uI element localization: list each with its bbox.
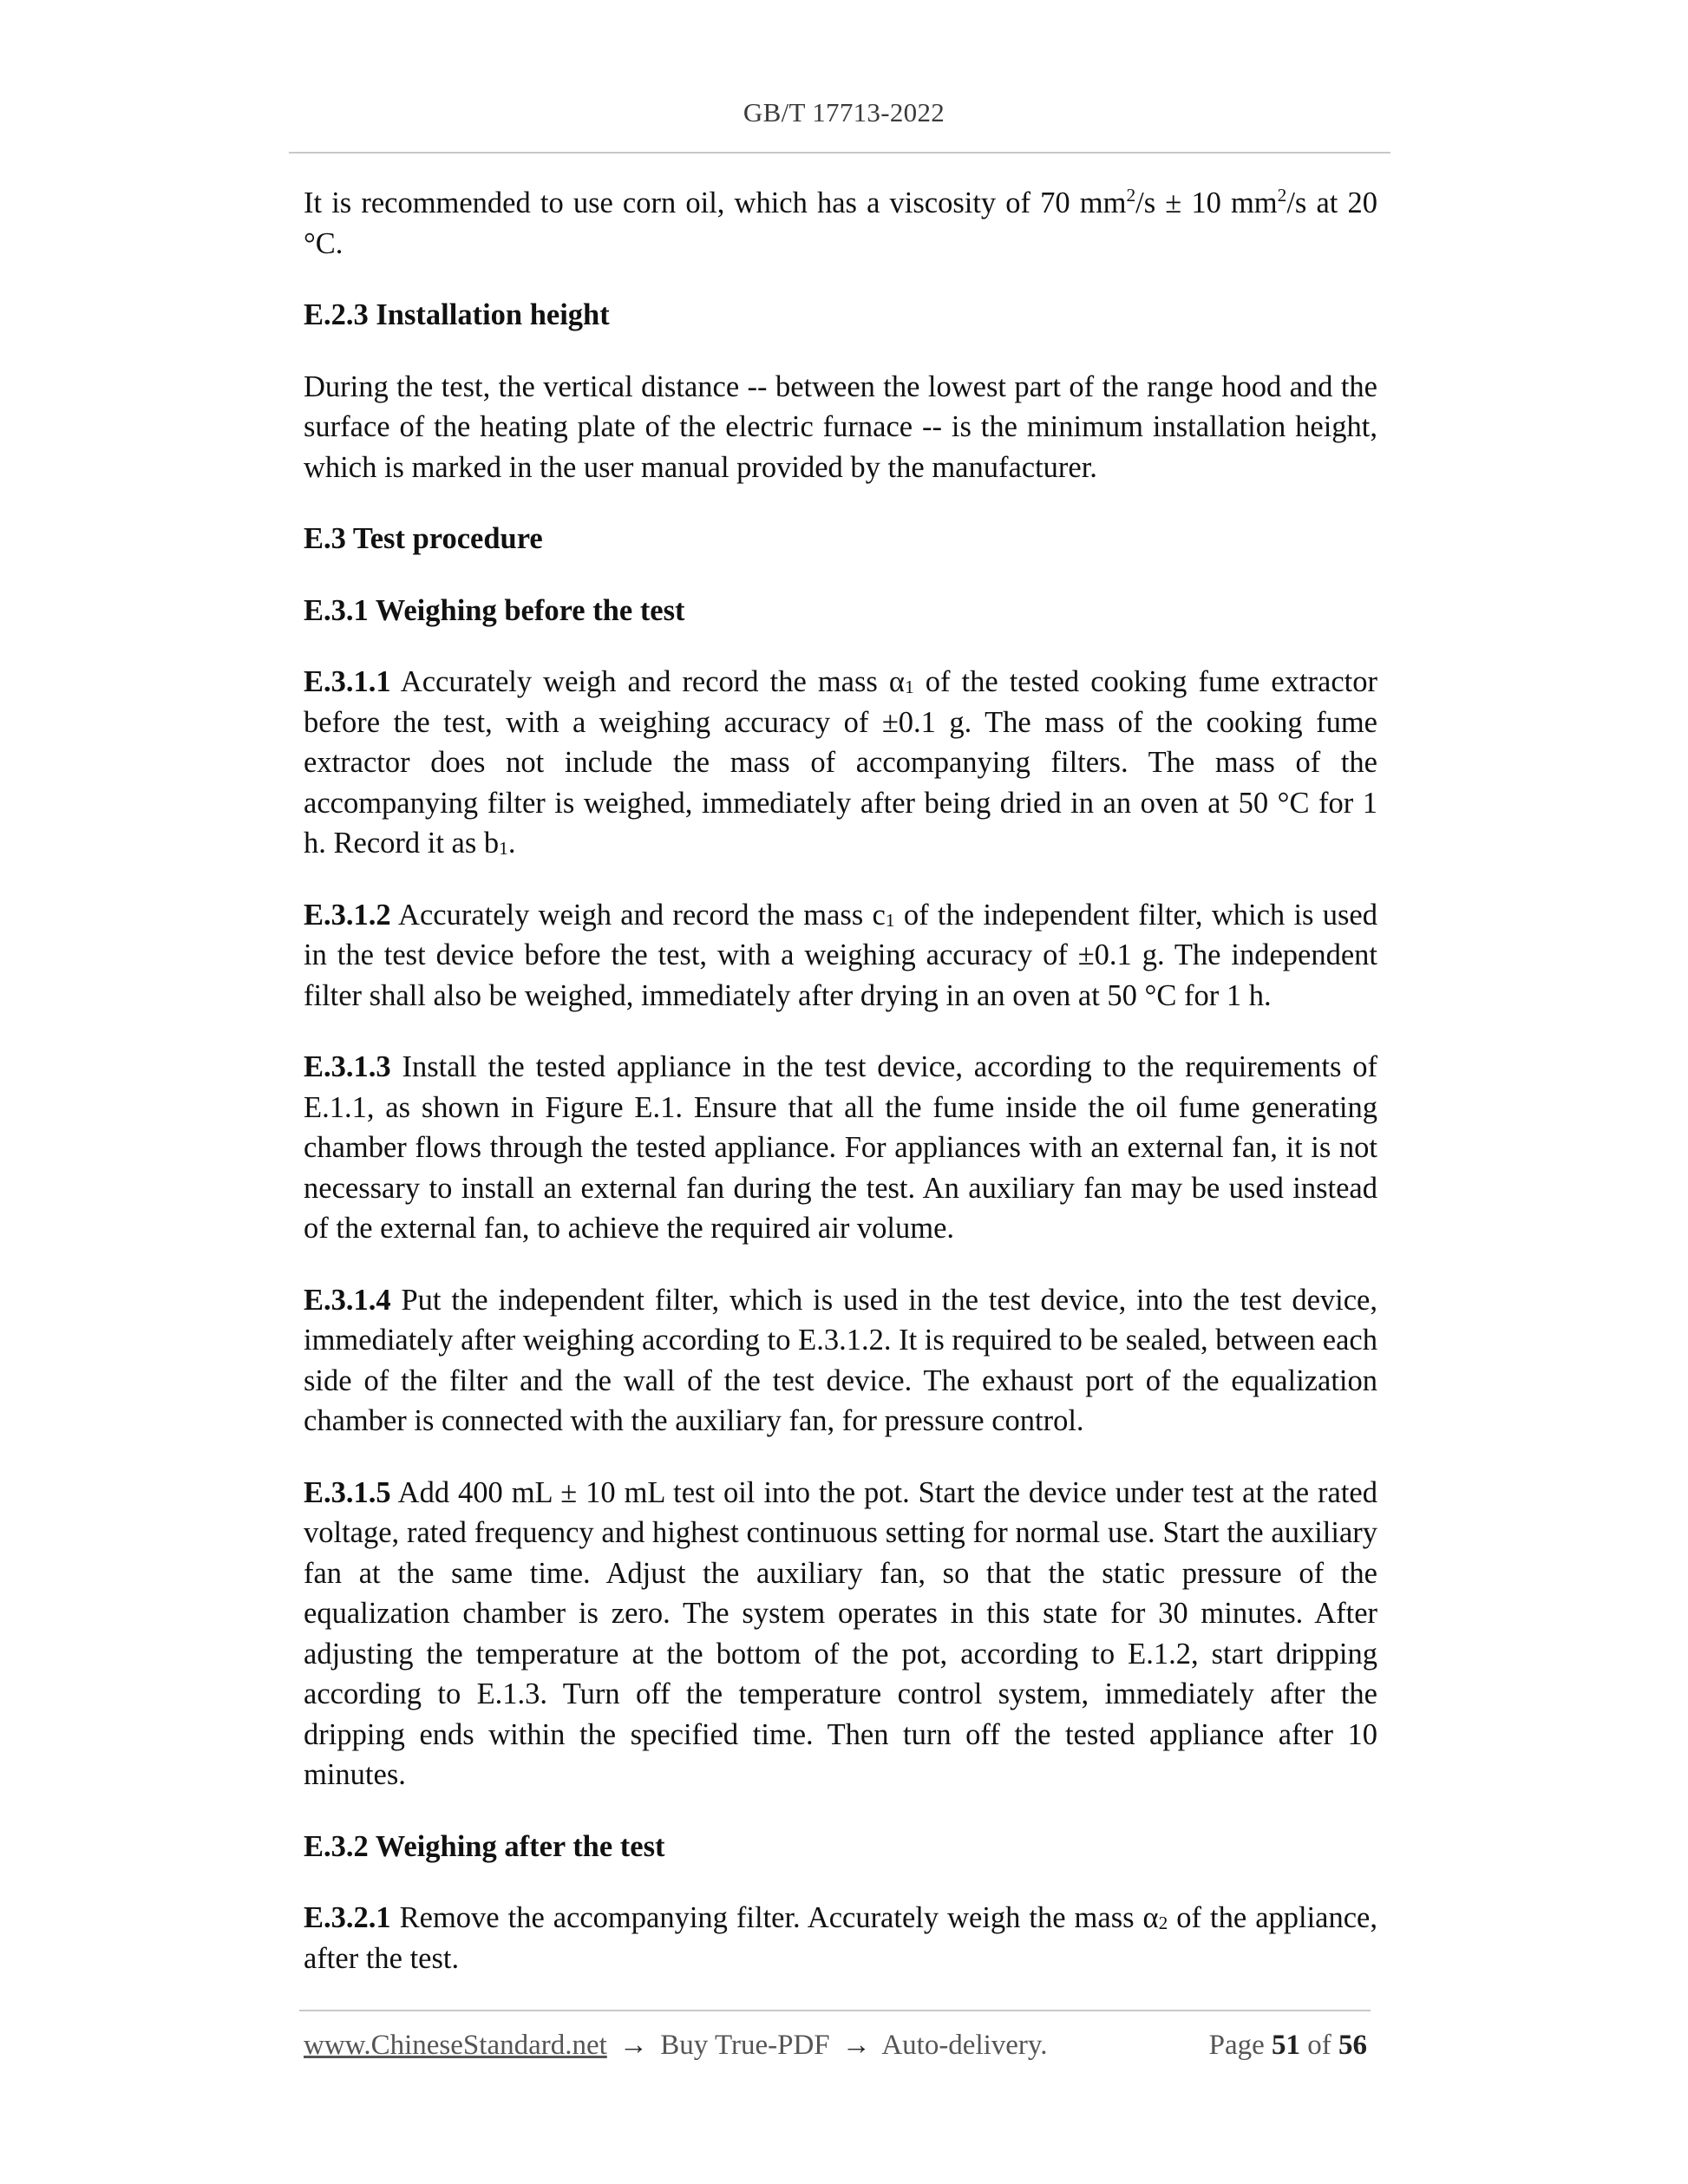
footer-promo — [304, 2030, 1048, 2062]
page-label: Page — [1208, 2030, 1265, 2061]
clause-number: E.3.1.4 — [304, 1283, 391, 1317]
heading-e-3-2: E.3.2 Weighing after the test — [304, 1829, 665, 1863]
website-link[interactable]: www.ChineseStandard.net — [304, 2030, 607, 2061]
clause-number: E.3.2.1 — [304, 1901, 391, 1934]
paragraph-corn-oil: It is recommended to use corn oil, which has a viscosity of 70 $mm^2/s \pm 10$ $mm^2/s$ at 20 °C. — [304, 184, 1377, 260]
clause-e-3-1-2: E.3.1.2 Accurately weigh and record the mass $c_1$ of the independent filter, which is used in the test device before the test, with a weighing accuracy of ±0.1 g. The independent filter shall also be weighed, immediately after drying in an oven at 50 °C for 1 h. — [304, 898, 1377, 1012]
clause-number: E.3.1.1 — [304, 665, 391, 698]
arrow-right-icon: → — [841, 2030, 871, 2061]
buy-pdf-text: Buy True-PDF — [660, 2030, 830, 2061]
document-id: GB/T 17713-2022 — [743, 97, 945, 128]
header-divider — [289, 152, 1390, 154]
total-pages-number: 56 — [1338, 2030, 1367, 2061]
page-header — [0, 97, 1688, 128]
clause-number: E.3.1.3 — [304, 1050, 391, 1083]
clause-e-3-1-3: E.3.1.3 Install the tested appliance in the test device, according to the requirements of E.1.1, as shown in Figure E.1. Ensure that all the fume inside the oil fume generating chamber flows through the tested appliance. For appliances with an external fan, it is not necessary to install an external fan during the test. An auxiliary fan may be used instead of the external fan, to achieve the required air volume. — [304, 1050, 1377, 1245]
clause-e-3-2-1: E.3.2.1 Remove the accompanying filter. Accurately weigh the mass $\alpha_2$ of the appliance, after the test. — [304, 1901, 1377, 1975]
clause-e-3-1-5: E.3.1.5 Add 400 mL ± 10 mL test oil into the pot. Start the device under test at the rated voltage, rated frequency and highest continuous setting for normal use. Start the auxiliary fan at the same time. Adjust the auxiliary fan, so that the static pressure of the equalization chamber is zero. The system operates in this state for 30 minutes. After adjusting the temperature at the bottom of the pot, according to E.1.2, start dripping according to E.1.3. Turn off the temperature control system, immediately after the dripping ends within the specified time. Then turn off the tested appliance after 10 minutes. — [304, 1475, 1377, 1791]
clause-number: E.3.1.2 — [304, 898, 391, 932]
paragraph-installation-height: During the test, the vertical distance -- between the lowest part of the range hood and the surface of the heating plate of the electric furnace -- is the minimum installation height, which is marked in the user manual provided by the manufacturer. — [304, 369, 1377, 484]
heading-e-2-3: E.2.3 Installation height — [304, 298, 610, 331]
page-footer — [304, 2030, 1367, 2068]
arrow-right-icon: → — [619, 2030, 649, 2061]
clause-number: E.3.1.5 — [304, 1475, 391, 1509]
page-indicator — [1209, 2030, 1367, 2062]
heading-e-3: E.3 Test procedure — [304, 522, 543, 555]
of-label: of — [1307, 2030, 1331, 2061]
page-content — [304, 183, 1377, 2010]
clause-e-3-1-4: E.3.1.4 Put the independent filter, which is used in the test device, into the test device, immediately after weighing according to E.3.1.2. It is required to be sealed, between each side of the filter and the wall of the test device. The exhaust port of the equalization chamber is connected with the auxiliary fan, for pressure control. — [304, 1283, 1377, 1437]
heading-e-3-1: E.3.1 Weighing before the test — [304, 593, 685, 627]
footer-divider — [299, 2010, 1371, 2011]
auto-delivery-text: Auto-delivery. — [881, 2030, 1048, 2061]
clause-e-3-1-1: E.3.1.1 Accurately weigh and record the mass $\alpha_1$ of the tested cooking fume extractor before the test, with a weighing accuracy of ±0.1 g. The mass of the cooking fume extractor does not include the mass of accompanying filters. The mass of the accompanying filter is weighed, immediately after being dried in an oven at 50 °C for 1 h. Record it as $b_1$. — [304, 665, 1377, 860]
current-page-number: 51 — [1272, 2030, 1300, 2061]
